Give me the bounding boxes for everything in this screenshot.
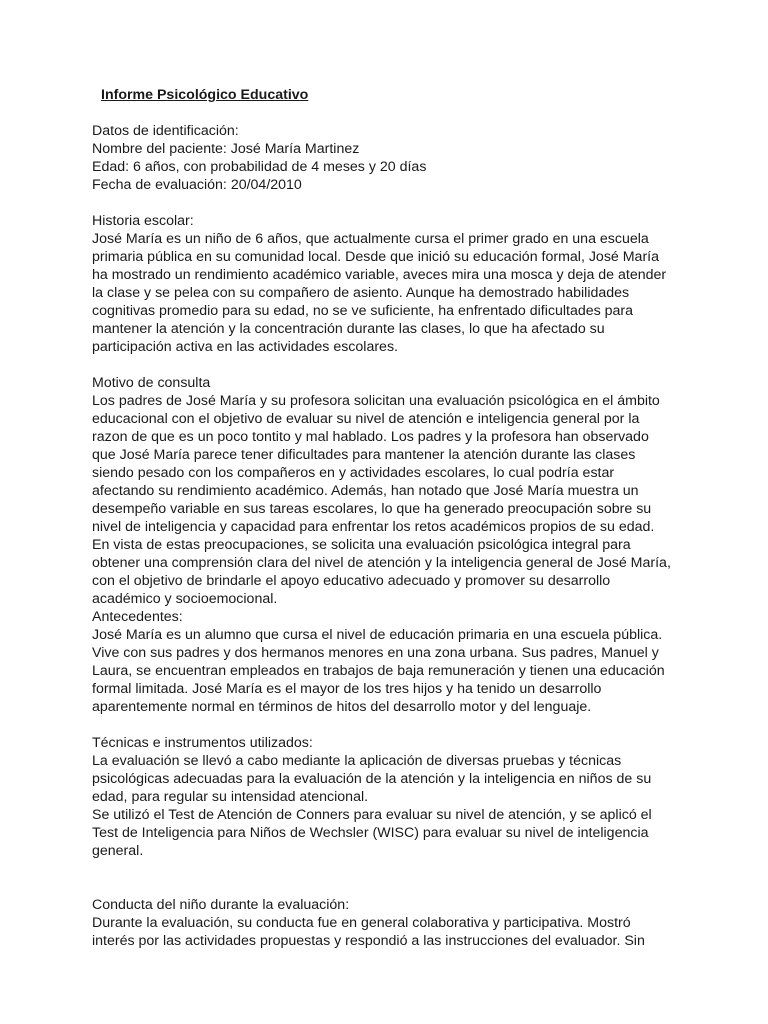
- text-line: primaria pública en su comunidad local. Desde que inició su educación formal, José María: [92, 249, 660, 265]
- text-line: educacional con el objetivo de evaluar su nivel de atención e inteligencia general por la: [92, 411, 640, 427]
- text-line: Vive con sus padres y dos hermanos menores en una zona urbana. Sus padres, Manuel y: [92, 645, 659, 661]
- text-line: siendo pesado con los compañeros en y actividades escolares, lo cual podría estar: [92, 465, 615, 481]
- text-line: que José María parece tener dificultades para mantener la atención durante las clases: [92, 447, 636, 463]
- text-line: con el objetivo de brindarle el apoyo educativo adecuado y promover su desarrollo: [92, 573, 611, 589]
- spacer: [92, 194, 672, 212]
- text-line: interés por las actividades propuestas y respondió a las instrucciones del evaluador. Sin: [92, 933, 645, 949]
- text-line: Los padres de José María y su profesora solicitan una evaluación psicológica en el ámbito: [92, 393, 660, 409]
- background-section: [92, 608, 672, 716]
- text-line: cognitivas promedio para su edad, no se ve suficiente, ha enfrentado dificultades para: [92, 303, 634, 319]
- school-history-section: [92, 212, 672, 356]
- text-line: Edad: 6 años, con probabilidad de 4 meses y 20 días: [92, 159, 427, 175]
- text-line: Test de Inteligencia para Niños de Wechsler (WISC) para evaluar su nivel de inteligencia: [92, 825, 649, 841]
- conduct-section: [92, 896, 672, 950]
- text-line: formal limitada. José María es el mayor de los tres hijos y ha tenido un desarrollo: [92, 681, 602, 697]
- text-line: Nombre del paciente: José María Martinez: [92, 141, 360, 157]
- document-page: [92, 86, 672, 950]
- text-line: académico y socioemocional.: [92, 591, 278, 607]
- text-line: nivel de inteligencia y capacidad para enfrentar los retos académicos propios de su edad.: [92, 519, 655, 535]
- text-line: La evaluación se llevó a cabo mediante la aplicación de diversas pruebas y técnicas: [92, 753, 622, 769]
- text-line: razon de que es un poco tontito y mal hablado. Los padres y la profesora han observado: [92, 429, 649, 445]
- text-line: ha mostrado un rendimiento académico variable, aveces mira una mosca y deja de atender: [92, 267, 667, 283]
- text-line: aparentemente normal en términos de hitos del desarrollo motor y del lenguaje.: [92, 699, 592, 715]
- spacer: [92, 104, 672, 122]
- spacer: [92, 860, 672, 896]
- spacer: [92, 356, 672, 374]
- section-heading: Motivo de consulta: [92, 375, 211, 391]
- section-heading: Técnicas e instrumentos utilizados:: [92, 735, 313, 751]
- section-heading: Antecedentes:: [92, 609, 183, 625]
- consultation-reason-section: [92, 374, 672, 608]
- text-line: Durante la evaluación, su conducta fue en general colaborativa y participativa. Mostró: [92, 915, 631, 931]
- text-line: la clase y se pelea con su compañero de asiento. Aunque ha demostrado habilidades: [92, 285, 630, 301]
- text-line: En vista de estas preocupaciones, se solicita una evaluación psicológica integral para: [92, 537, 631, 553]
- text-line: José María es un alumno que cursa el nivel de educación primaria en una escuela pública.: [92, 627, 663, 643]
- text-line: afectando su rendimiento académico. Además, han notado que José María muestra un: [92, 483, 639, 499]
- text-line: edad, para regular su intensidad atencional.: [92, 789, 369, 805]
- text-line: desempeño variable en sus tareas escolares, lo que ha generado preocupación sobre su: [92, 501, 652, 517]
- text-line: mantener la atención y la concentración durante las clases, lo que ha afectado su: [92, 321, 605, 337]
- techniques-section: [92, 734, 672, 860]
- identification-section: [92, 122, 672, 194]
- section-heading: Datos de identificación:: [92, 123, 239, 139]
- text-line: Se utilizó el Test de Atención de Conners para evaluar su nivel de atención, y se aplicó el: [92, 807, 652, 823]
- text-line: participación activa en las actividades escolares.: [92, 339, 398, 355]
- text-line: obtener una comprensión clara del nivel de atención y la inteligencia general de José María,: [92, 555, 671, 571]
- text-line: general.: [92, 843, 144, 859]
- text-line: Fecha de evaluación: 20/04/2010: [92, 177, 302, 193]
- section-heading: Historia escolar:: [92, 213, 194, 229]
- text-line: José María es un niño de 6 años, que actualmente cursa el primer grado en una escuela: [92, 231, 649, 247]
- section-heading: Conducta del niño durante la evaluación:: [92, 897, 350, 913]
- document-title: Informe Psicológico Educativo: [101, 87, 309, 103]
- text-line: psicológicas adecuadas para la evaluación de la atención y la inteligencia en niños de su: [92, 771, 652, 787]
- spacer: [92, 716, 672, 734]
- text-line: Laura, se encuentran empleados en trabajos de baja remuneración y tienen una educación: [92, 663, 665, 679]
